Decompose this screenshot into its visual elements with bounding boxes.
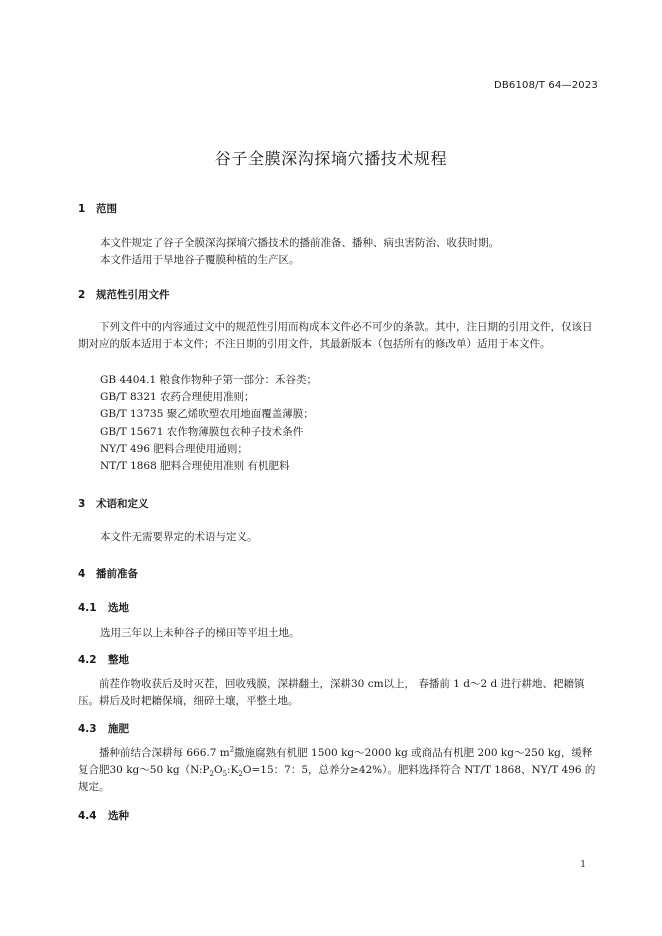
section-heading-scope <box>78 201 117 216</box>
document-code: DB6108/T 64—2023 <box>493 80 598 91</box>
section-number: 4 <box>78 568 86 580</box>
reference-list <box>100 372 317 475</box>
reference-item: GB/T 8321 农药合理使用准则； <box>100 391 255 404</box>
subsection-number: 4.3 <box>78 723 97 735</box>
subsection-title: 选种 <box>108 810 129 822</box>
reference-item: NY/T 496 肥料合理使用通则； <box>100 442 248 455</box>
section-number: 3 <box>78 498 86 510</box>
section-title: 术语和定义 <box>96 498 149 510</box>
subsection-heading-seed-selection <box>78 808 129 823</box>
subsection-number: 4.2 <box>78 654 97 666</box>
page-number: 1 <box>580 860 586 870</box>
subsection-heading-fertilization <box>78 721 129 736</box>
section-title: 播前准备 <box>96 568 138 580</box>
subsection-number: 4.1 <box>78 602 97 614</box>
scope-paragraph-2: 本文件适用于旱地谷子覆膜种植的生产区。 <box>100 254 300 266</box>
reference-item: GB 4404.1 粮食作物种子第一部分：禾谷类； <box>100 374 318 386</box>
terms-paragraph: 本文件无需要界定的术语与定义。 <box>100 531 258 543</box>
reference-item: GB/T 13735 聚乙烯吹塑农用地面覆盖薄膜； <box>100 408 314 421</box>
reference-item: NT/T 1868 肥料合理使用准则 有机肥料 <box>100 460 290 473</box>
section-heading-normative-references <box>78 287 170 302</box>
section-title: 范围 <box>96 203 117 215</box>
section-heading-terms <box>78 496 149 511</box>
fertilization-paragraph: 播种前结合深耕每 666.7 $m^2$撒施腐熟有机肥 1500 kg～2000 kg 或商品有机肥 200 kg～250 kg，缓释复合肥30 kg～50 $kg(N:P_2O_5:K_2O=15$：7：5，总养分≥42%）。肥料选择符合 NT/T 1868、NY/T 496 的规定。 <box>78 745 596 793</box>
references-intro-paragraph: 下列文件中的内容通过文中的规范性引用而构成本文件必不可少的条款。其中，注日期的引用文件，仅该日期对应的版本适用于本文件；不注日期的引用文件，其最新版本（包括所有的修改单）适用于本文件。 <box>78 321 593 350</box>
subsection-title: 施肥 <box>108 723 129 735</box>
scope-paragraph-1: 本文件规定了谷子全膜深沟探墒穴播技术的播前准备、播种、病虫害防治、收获时期。 <box>100 237 499 249</box>
section-number: 2 <box>78 289 86 301</box>
reference-item: GB/T 15671 农作物薄膜包衣种子技术条件 <box>100 425 304 438</box>
subsection-heading-site-selection <box>78 600 129 615</box>
section-number: 1 <box>78 203 86 215</box>
section-heading-preparation <box>78 566 138 581</box>
subsection-title: 整地 <box>108 654 129 666</box>
site-selection-paragraph: 选用三年以上未种谷子的梯田等平坦土地。 <box>100 627 300 639</box>
land-preparation-paragraph: 前茬作物收获后及时灭茬，回收残膜，深耕翻土，深耕30 cm以上， 春播前 1 d～2 d 进行耕地、耙耱镇压。耕后及时耙耱保墒，细碎土壤，平整土地。 <box>78 678 585 707</box>
section-title: 规范性引用文件 <box>96 289 170 301</box>
subsection-number: 4.4 <box>78 810 97 822</box>
subsection-title: 选地 <box>108 602 129 614</box>
subsection-heading-land-preparation <box>78 652 129 667</box>
document-title: 谷子全膜深沟探墒穴播技术规程 <box>214 149 448 168</box>
